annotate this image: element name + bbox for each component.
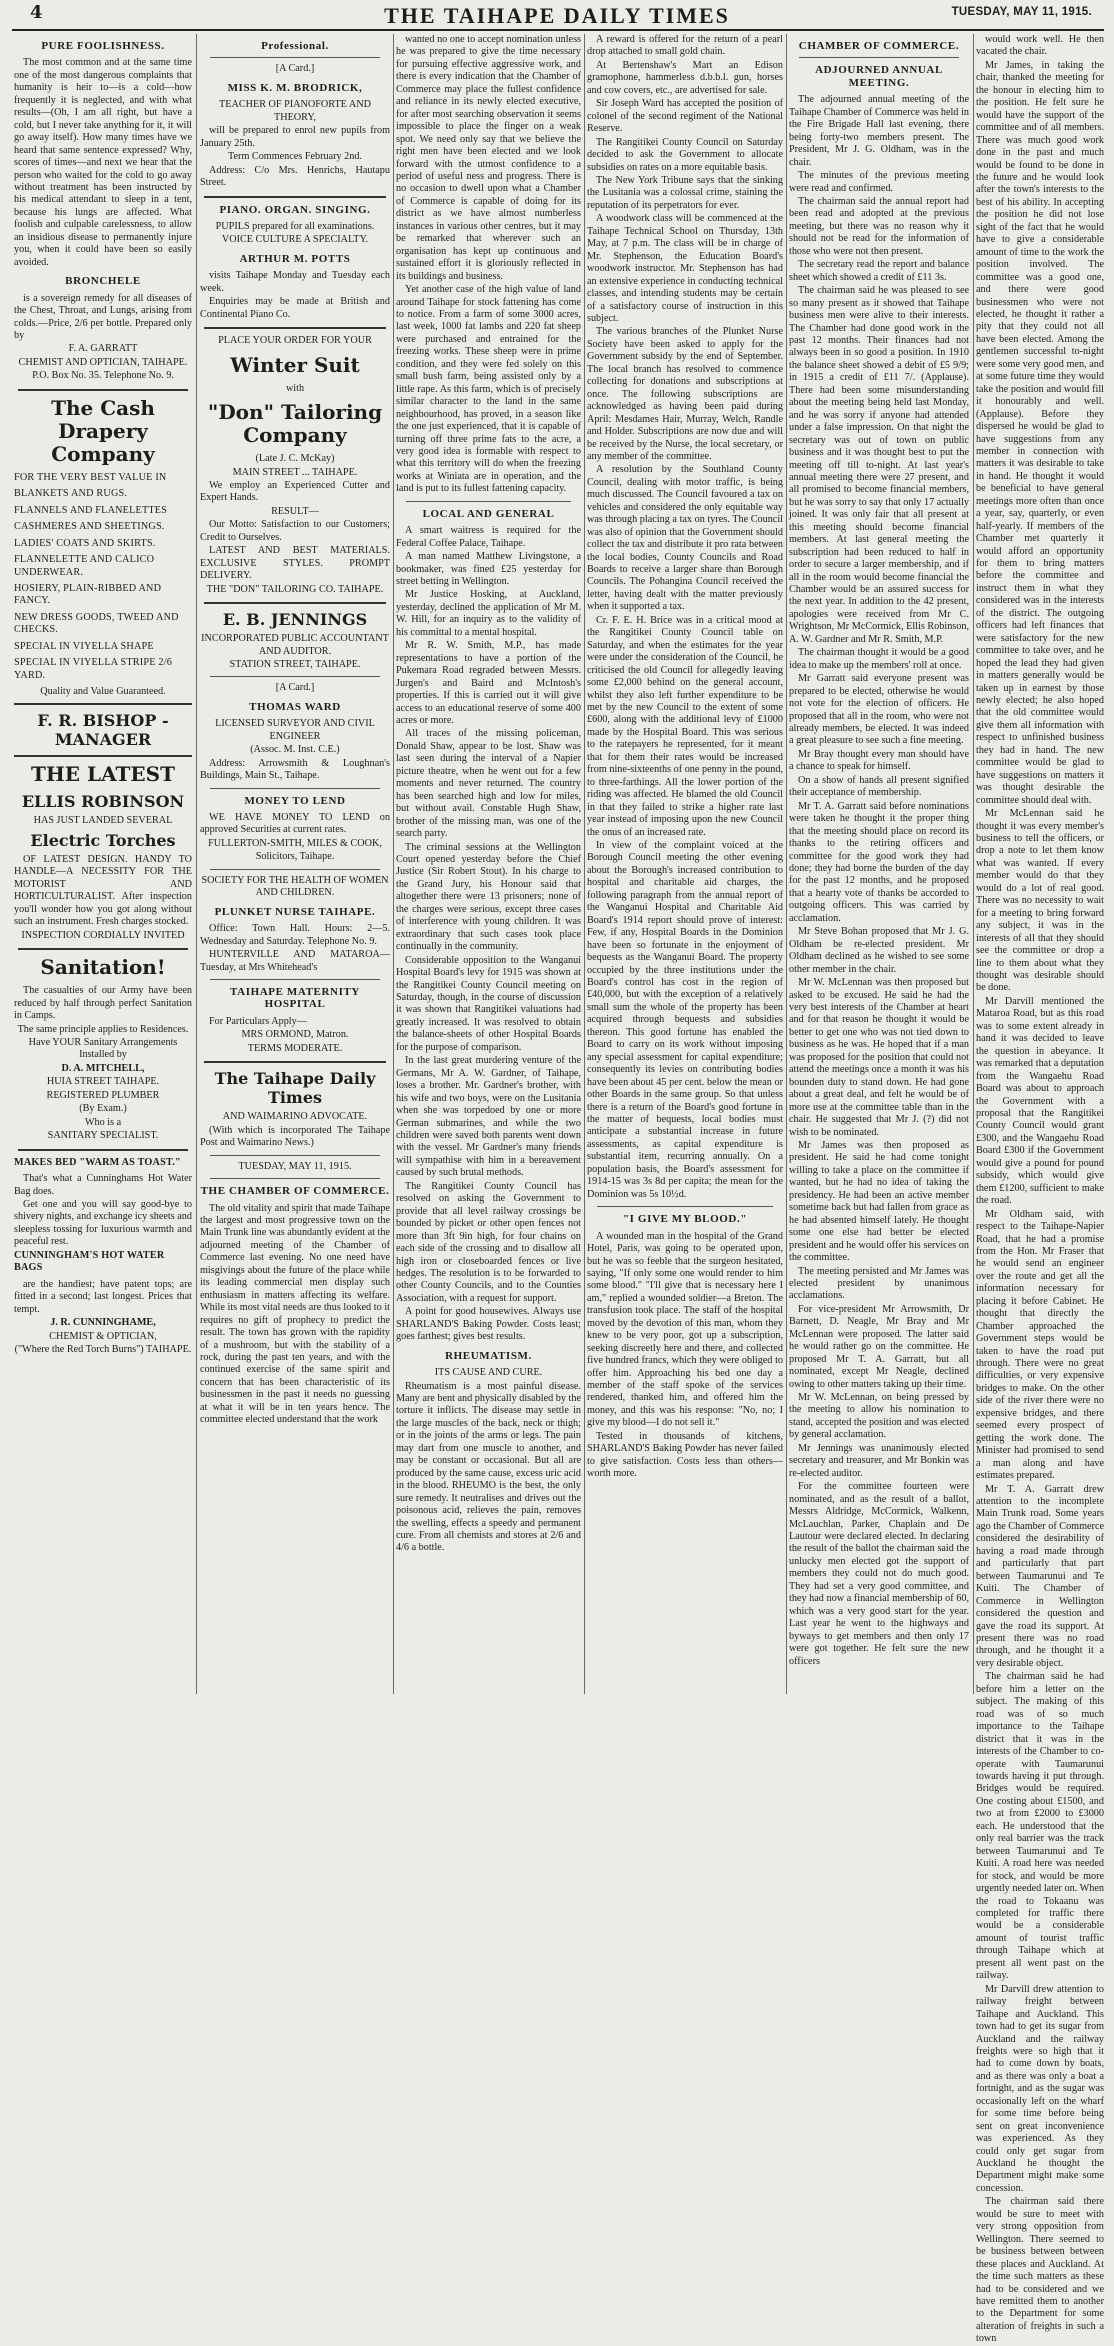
ad-text: The casualties of our Army have been reduced by half through perfect Sanitation in Camps. [14, 985, 192, 1022]
editorial-date: TUESDAY, MAY 11, 1915. [238, 1160, 352, 1172]
card-name: E. B. JENNINGS [222, 610, 368, 630]
card-text: For Particulars Apply— [209, 1015, 307, 1027]
article-heading: "I GIVE MY BLOOD." [622, 1213, 748, 1226]
article-text: Mr Steve Bohan proposed that Mr J. G. Oldham be re-elected president. Mr Oldham declined as he wished to see some other member in the chair. [789, 926, 969, 975]
ad-text: THE "DON" TAILORING CO. TAIHAPE. [206, 583, 384, 595]
card-text: Solicitors, Taihape. [255, 851, 335, 863]
column-5 [789, 34, 969, 1694]
card-text: VOICE CULTURE A SPECIALTY. [221, 234, 369, 246]
card-name: ARTHUR M. POTTS [239, 252, 351, 265]
news-item: The Rangitikei County Council has resolved on asking the Government to provide that all level railway crossings be bounded by picket or other open fences not more than 3ft 9in high, for four chains on each side of the crossing and to disallow all high iron or closeboarded fences or live hedges. The resolution is to be forwarded to other County Councils, and to the Counties Association, with a request for support. [396, 1180, 581, 1304]
ad-text: SANITARY SPECIALIST. [47, 1130, 159, 1142]
ad-heading: BRONCHELE [65, 275, 141, 288]
divider [597, 1206, 773, 1207]
article-text: would work well. He then vacated the chair. [976, 34, 1104, 58]
advertiser-title: CHEMIST AND OPTICIAN, TAIHAPE. [18, 356, 188, 368]
ad-heading: PURE FOOLISHNESS. [41, 40, 165, 52]
news-item: A man named Matthew Livingstone, a bookmaker, was fined £25 yesterday for street betting in Wellington. [396, 551, 581, 588]
section-heading: LOCAL AND GENERAL [422, 507, 555, 520]
news-item: A point for good housewives. Always use SHARLAND'S Baking Powder. Costs least; goes farthest; gives best results. [396, 1306, 581, 1343]
column-rule [584, 34, 585, 1694]
divider [210, 1178, 380, 1179]
advertiser-address: ("Where the Red Torch Burns") TAIHAPE. [14, 1343, 192, 1355]
ad-heading-large: THE LATEST [31, 761, 175, 786]
article-text: Mr James was then proposed as president. He said he had come tonight willing to take a place on the committee if wanted, but he had no idea of taking the presidency. He had been an active member sometime back but had fallen from grace as he had absented himself lately. He thought some one else had better be elected president and he would offer his services on the committee. [789, 1139, 969, 1264]
news-item: Considerable opposition to the Wanganui Hospital Board's levy for 1915 was shown at the Rangitikei County Council meeting on Saturday, though, in the course of discussion it was shown that Rangitikei valuations had greatly increased. It was resolved to obtain the balance-sheets of other Hospital Boards for the purpose of comparison. [396, 954, 581, 1053]
article-text: Rheumatism is a most painful disease. Many are bent and physically disabled by the torture it inflicts. The disease may settle in the large muscles of the back, neck or thigh; or in the joints of the arms or legs. The pain may dart from one muscle to another, and may be constant or occasional. But all are produced by the same cause, excess uric acid in the blood. RHEUMO is the best, the only sure remedy. It neutralises and drives out the poisonous acid, relieves the pain, removes the swelling, effects a speedy and permanent cure. From all chemists and stores at 2/6 and 4/6 a bottle. [396, 1380, 581, 1554]
ad-heading: F. R. BISHOP - MANAGER [37, 710, 169, 749]
ad-text: Have YOUR Sanitary Arrangements Installed by [28, 1037, 178, 1061]
ad-text: The most common and at the same time one of the most dangerous complaints that humanity is heir to—is a cold—how frequently it is neglected, and with what results—(Oh, I am all right, but have a cold, but I never take anything for it, it will go away itself). How many times have we heard that same sentence expressed? Why, scores of times—and next we hear that the person who waited for the cold to go away without treatment has been instructed by his medical attendant to sleep in a tent, because his lungs are affected. What foolish and culpable carelessness, to allow an insidious disease to permanently injure you, when it could have been so easily avoided. [14, 57, 192, 268]
article-text: The meeting persisted and Mr James was elected president by unanimous acclamations. [789, 1265, 969, 1302]
article-text: The chairman said he had before him a letter on the subject. The making of this road was of so much importance to the Taihape district that it was in the interests of the Chamber to co-operate with Taumarunui towards having it put through. Bridges would be required. One costing about £1500, and two at from £2000 to £3000 each. He understood that the only real barrier was the track between Taumarunui and Te Kuiti. A road here was needed for stock, and would be more urgently needed later on. When the road to Tokaanu was completed for traffic there would be a considerable amount of tourist traffic through Taihape which at present all went past on the railway. [976, 1671, 1104, 1982]
column-3 [396, 34, 581, 1694]
card-title: TEACHER OF PIANOFORTE AND THEORY, [219, 99, 371, 123]
masthead-rule [12, 29, 1104, 31]
ad-text: The same principle applies to Residences. [17, 1023, 189, 1035]
ad-text: Get one and you will say good-bye to shivery nights, and exchange icy sheets and sleepless tossing for luxurious warmth and peaceful rest. [14, 1199, 192, 1248]
advertiser-name: J. R. CUNNINGHAME, [50, 1317, 156, 1329]
card-name: PLUNKET NURSE TAIHAPE. [214, 905, 376, 918]
ad-text: is a sovereign remedy for all diseases of the Chest, Throat, and Lungs, arising from colds.—Price, 2/6 per bottle. Prepared only by [14, 292, 192, 341]
article-text: Mr Darvill mentioned the Mataroa Road, but as this road was to some extent already in hand it was decided to leave the question in abeyance. It was remarked that a deputation from the Wangaehu Road Board was about to approach the Government with a proposal that the Rangitikei County Council would grant £300, and the Wangaehu Road Board £300 if the Government would give a pound for pound subsidy, which would give them £1200, sufficient to make the road. [976, 995, 1104, 1207]
column-4 [587, 34, 783, 1694]
news-item: In view of the complaint voiced at the Borough Council meeting the other evening about the Borough's increased contribution to hospital and charitable aid charges, the following paragraph from the annual report of the Wanganui Hospital and Charitable Aid Board's 1914 report should prove of interest: Few, if any, Hospital Boards in the Dominion have been so fortunate in the enjoyment of bequests as the Wanganui Board. The property occupied by the three institutions under the Board's control has cost in the region of £40,000, but with the exception of a relatively small sum the whole of the property has been acquired through bequests and subsidies thereon. This good fortune has enabled the Board to carry on its work without imposing any special assessment for capital expenditure; consequently its levies on contributing bodies have been about 45 per cent. below the mean or other Boards in the same group. So that unless there is a return of the Board's good fortune in the matter of bequests, local bodies must anticipate a substantial increase in future assessments, as capital expenditure is substantial item, recurring annually. On a population basis, the Board's assessment for 1914-15 was 3s 8d per capita; the mean for the Dominion was 5s 10½d. [587, 840, 783, 1200]
ad-text: INSPECTION CORDIALLY INVITED [21, 929, 185, 941]
list-item: FLANNELETTE AND CALICO UNDERWEAR. [14, 554, 155, 578]
card-name: MONEY TO LEND [244, 794, 346, 807]
news-item: A resolution by the Southland County Council, dealing with motor traffic, is being much discussed. The Council favoured a tax on vehicles and considered the only equitable way was through placing a tax on tyres. The Council was also of opinion that the Government should collect the tax and distribute it pro rata between the local bodies, County Councils and Road Boards to receive a larger share than Borough Councils. The Pohangina Council received the letter, having dealt with the matter previously when it supported a tax. [587, 464, 783, 613]
card-title: SOCIETY FOR THE HEALTH OF WOMEN AND CHILDREN. [201, 874, 389, 899]
news-item: The various branches of the Plunket Nurse Society have been asked to apply for the Government subsidy by the end of September. The local branch has resolved to commence collecting for donations and subscriptions at once. The following subscriptions are acknowledged as having been paid during April: Mesdames Hair, Murray, Welch, Randle and Holder. Subscriptions are now due and will be received by the Nurse, the local secretary, or any member of the committee. [587, 326, 783, 462]
divider [210, 788, 380, 789]
news-item: Cr. F. E. H. Brice was in a critical mood at the Rangitikei County Council table on Saturday, and when the estimates for the year were under the consideration of the Council, he criticised the old Council for allegedly leaving some £2,000 behind on the general account, whilst they also left further expenditure to be met by the new Council to the extent of some £600, along with the additional levy of £1000 made by the Hospital Board. This was serious to the ratepayers he represented, for it meant that for them their rates would be increased from nine-sixteenths of one penny in the pound, to three-farthings. All the lower portion of the riding was affected. He blamed the old Council in that they failed to strike a higher rate last year instead of imposing upon the new Council the onus of an increased rate. [587, 614, 783, 838]
list-item: SPECIAL IN VIYELLA SHAPE [14, 640, 154, 652]
ad-heading-large: The Cash Drapery Company [51, 395, 155, 466]
ad-text: OF LATEST DESIGN. HANDY TO HANDLE—A NECESSITY FOR THE MOTORIST AND HORTICULTURALIST. After inspection you'll wonder how you got along without such an instrument. Fresh charges stocked. [14, 854, 192, 928]
ad-heading-large: "Don" Tailoring Company [207, 400, 383, 448]
card-text: MRS ORMOND, Matron. [241, 1029, 349, 1041]
article-text: The chairman thought it would be a good idea to make up the members' roll at once. [789, 647, 969, 671]
column-rule [786, 34, 787, 1694]
divider [210, 676, 380, 677]
news-item: The criminal sessions at the Wellington Court opened yesterday before the Chief Justice (Sir Robert Stout). In his charge to the Grand Jury, his Honour said that altogether there were 13 prisoners; none of the charges were serious, except three cases of interference with young children. It was extraordinary that such cases took place continually in the community. [396, 841, 581, 953]
list-item: SPECIAL IN VIYELLA STRIPE 2/6 YARD. [14, 657, 173, 681]
divider [210, 57, 380, 58]
column-rule [196, 34, 197, 1694]
ad-text: (Late J. C. McKay) [255, 453, 335, 465]
news-item: Tested in thousands of kitchens, SHARLAND'S Baking Powder has never failed to give satisfaction. Costs less than others—worth more. [587, 1430, 783, 1480]
divider [204, 327, 386, 329]
newspaper-name: The Taihape Daily Times [214, 1069, 376, 1108]
divider [204, 196, 386, 198]
article-text: The chairman said the annual report had been read and adopted at the previous meeting, but there was no reason why it should not be read for the information of those who were not then present. [789, 195, 969, 257]
card-text: FULLERTON-SMITH, MILES & COOK, [208, 837, 382, 849]
list-item: NEW DRESS GOODS, TWEED AND CHECKS. [14, 611, 179, 636]
article-text: The chairman said there would be sure to meet with very strong opposition from Wellington. There seemed to be business between between these places and Auckland. At the time such matters as these had to be considered and we have remitted them to another to the Department for some alteration of freights in such a town [976, 2196, 1104, 2345]
ad-heading: CUNNINGHAM'S HOT WATER BAGS [14, 1249, 165, 1274]
article-text: Mr Oldham said, with respect to the Taihape-Napier Road, that he had a promise from the Hon. Mr Fraser that he would send an engineer over the route and get all the information necessary for placing it before Cabinet. He thought that directly the Chamber approached the Government steps would be taken to have the road put through. There were no great difficulties, or very expensive bridges to make. On the other side of the river there were no expensive bridges, and there seemed every prospect of getting the work done. The Minister had promised to send a man along and have estimates prepared. [976, 1208, 1104, 1482]
newspaper-title: THE TAIHAPE DAILY TIMES [384, 3, 730, 28]
ad-heading-large: Winter Suit [230, 352, 360, 377]
column-1 [14, 34, 192, 1694]
article-subheading: ITS CAUSE AND CURE. [434, 1367, 543, 1379]
ad-text: Quality and Value Guaranteed. [40, 686, 166, 698]
card-text: Term Commences February 2nd. [228, 151, 362, 163]
news-item: All traces of the missing policeman, Donald Shaw, appear to be lost. Shaw was last seen during the interval of a Napier picture theatre, when he went out for a few moments and never returned. The country has been searched high and low for miles, but without avail. Constable Hugh Shaw, brother of the missing man, was one of the search party. [396, 728, 581, 840]
article-text: The secretary read the report and balance sheet which showed a credit of £11 3s. [789, 259, 969, 283]
ad-text: with [285, 382, 305, 394]
divider [210, 979, 380, 980]
news-item: Mr R. W. Smith, M.P., has made representations to have a portion of the Pukemara Road regraded between Messrs. Jurgen's and Baird and McIntosh's properties. If this is carried out it will give access to an educational reserve of some 400 acres or more. [396, 640, 581, 727]
column-rule [973, 34, 974, 1694]
advertiser-address: HUIA STREET TAIHAPE. [46, 1076, 160, 1088]
card-name: MISS K. M. BRODRICK, [227, 81, 363, 94]
ad-heading: ELLIS ROBINSON [21, 791, 185, 811]
editorial-text: The old vitality and spirit that made Taihape the largest and most progressive town on the Main Trunk line was abundantly evident at the adjourned meeting of the Chamber of Commerce last evening. No one need have misgivings about the future of the place while its leading commercial men display such enthusiasm in matters affecting its welfare. While its most vital needs are thus looked to it requires no gift of prophecy to predict the result. The town has grown with the rapidity of a mushroom, but with the stability of a rock, during the past ten years, and with the continued exercise of the same spirit and concern that has been characteristic of its businessmen in the past it needs no guessing at what it will be in ten years hence. The committee elected understand that the work [200, 1202, 390, 1426]
news-item: A smart waitress is required for the Federal Coffee Palace, Taihape. [396, 525, 581, 549]
news-item: Mr Justice Hosking, at Auckland, yesterday, declined the application of Mr M. W. Hill, for an inquiry as to the validity of his committal to a mental hospital. [396, 589, 581, 638]
ad-text: Our Motto: Satisfaction to our Customers; Credit to Ourselves. [200, 519, 390, 543]
ad-text: MAIN STREET ... TAIHAPE. [232, 466, 358, 478]
newspaper-note: (With which is incorporated The Taihape Post and Waimarino News.) [200, 1124, 390, 1149]
card-text: PUPILS prepared for all examinations. [215, 220, 375, 232]
news-item: In the last great murdering venture of the Germans, Mr A. W. Gardner, of Taihape, loses a brother. Mr. Gardner's brother, with his wife and two boys, were on the Lusitania when she was torpedoed by one or more German submarines, and while the two children were saved both parents went down with the vessel. Mr Gardner's many friends will sympathise with him in a bereavement caused by such brutal methods. [396, 1055, 581, 1179]
card-text: (Assoc. M. Inst. C.E.) [250, 744, 340, 756]
article-text: Mr James, in taking the chair, thanked the meeting for the honour in electing him to the position. He felt sure he would have the support of the committee and of all members. There was much good work done in the past and much would be found to be done in the future and he would look after the town's interests to the best of his ability. In accepting the position he did not lose sight of the fact that he would have to give a considerable amount of time to the work the position involved. The committee was a good one, and there were good businessmen who were not elected, he thought it rather a pity that they could not all have been elected. Among the gentlemen successful to-night were some very good men, and at some future time they would take the position and would fill it honourably and well. (Applause). Before they dispersed he would be glad to have suggestions from any member in connection with matters it was desirable to take in hand. He thought it would be beneficial to have general meetings more often than once a year, say, quarterly, or even half-yearly. If members of the Chamber met quarterly it would afford an opportunity for them to bring matters before the committee and instruct them in what they considered was in the interests of the district. The outgoing officers had left finances that were satisfactory for the new committee to take over, and he hoped the lead they had given in matters generally would be taken up in earnest by those newly elected; he also hoped that the old committee would give them all information with respect to unfinished business they had in hand. The new committee would be glad to have suggestions on matters it was thought desirable the committee should deal with. [976, 59, 1104, 806]
card-text: TERMS MODERATE. [247, 1042, 343, 1054]
news-item: At Bertenshaw's Mart an Edison gramophone, hammerless d.b.b.l. gun, horses and cow covers, etc., are advertised for sale. [587, 59, 783, 96]
ad-text: RESULT— [271, 505, 319, 517]
ad-heading-large: Sanitation! [40, 955, 166, 980]
divider [204, 1061, 386, 1063]
card-text: HUNTERVILLE AND MATAROA—Tuesday, at Mrs Whitehead's [200, 949, 390, 973]
card-text: WE HAVE MONEY TO LEND on approved Securities at current rates. [200, 812, 390, 836]
card-text: will be prepared to enrol new pupils from January 25th. [200, 125, 390, 149]
article-heading: RHEUMATISM. [445, 1349, 532, 1362]
card-address: STATION STREET, TAIHAPE. [229, 658, 361, 670]
article-text: Mr McLennan said he thought it was every member's business to tell the officers, or drop a note to let them know what was wanted. If every member would do that they would do a lot of real good. There was no necessity to wait for a meeting to bring forward any subject, it was in the interests of all that they should see the committee or drop a line to them about what they thought was desirable should be done. [976, 808, 1104, 994]
ad-text: (By Exam.) [79, 1103, 127, 1115]
list-item: CASHMERES AND SHEETINGS. [14, 521, 165, 533]
article-text: Mr Jennings was unanimously elected secretary and treasurer, and Mr Bonkin was re-elected auditor. [789, 1442, 969, 1479]
card-address: Address: C/o Mrs. Henrichs, Hautapu Street. [200, 164, 390, 189]
article-text: Mr Darvill drew attention to railway freight between Taihape and Auckland. This town had to get its sugar from Auckland and the railway freights were so high that it had to come down by boats, and as there was only a boat a fortnight, and as the sugar was occasionally left on the wharf for some time before being sent on great inconvenience was experienced. As they could only get sugar from Auckland he thought the Department might make some concession. [976, 1983, 1104, 2194]
article-text: Mr T. A. Garratt drew attention to the incomplete Main Trunk road. Some years ago the Chamber of Commerce considered the desirability of having a road made through and particularly that part between Taumarunui and Te Kuiti. The Chamber of Commerce in Wellington considered the question and gave the road its support. At present there was no road through, and he thought it a very desirable object. [976, 1483, 1104, 1669]
divider [18, 1149, 188, 1151]
ad-text: LATEST AND BEST MATERIALS. EXCLUSIVE STYLES. PROMPT DELIVERY. [200, 545, 390, 582]
card-text: Enquiries may be made at British and Continental Piano Co. [200, 296, 390, 320]
divider [18, 389, 188, 391]
list-item: FLANNELS AND FLANELETTES [14, 504, 168, 516]
card-name: TAIHAPE MATERNITY HOSPITAL [230, 986, 360, 1011]
ad-text: Who is a [84, 1116, 122, 1128]
ad-text: That's what a Cunninghams Hot Water Bag does. [14, 1173, 192, 1197]
news-item: The Rangitikei County Council on Saturday decided to ask the Government to allocate subsidies on rates on a more equitable basis. [587, 136, 783, 173]
card-name: THOMAS WARD [249, 700, 341, 713]
news-item: A reward is offered for the return of a pearl drop attached to small gold chain. [587, 34, 783, 58]
article-text: For the committee fourteen were nominated, and as the result of a ballot, Messrs Aldridge, McCormick, Walkenn, McLauchlan, Parker, Chaplain and De Lautour were declared elected. In declaring the result of the ballot the chairman said the unlucky men elected got the support of members they could not do much good. They had set a very good committee, and they had now a financial membership of 60, which was a very good start for the year. Last year he went to the highways and byways to get members and then only 17 were got together. He felt sure the new officers [789, 1481, 969, 1667]
card-text: visits Taihape Monday and Tuesday each week. [200, 270, 390, 294]
article-text: The chairman said he was pleased to see so many present as it showed that Taihape business men were alive to their interests. The Chamber had done good work in the past 12 months. Their finances had not always been in so good a position. In 1910 the balance sheet showed a debit of £5 9/9; in 1915 a credit of £11 7/. (Applause). There had been some misunderstanding about the meeting being held last Monday, and he was sorry if anyone had attended under a false impression. On that night the secretary was out of town on public business and it was thought best to put the meeting off till to-night. At last year's annual meeting there were 27 present, and all promised to become financial members, but he was sorry to say that only 17 actually joined. It was only fair that all present at this meeting should become financial members. At last general meeting the subscription had been reduced to half in order to secure a larger membership, and if all in the room would become financial the Chamber would be an assured success for the next year. In addition to the 42 present, apologies were received from Mr C. Wrightson, Mr McCormick, Ellis Robinson, A. W. Gardner and Mr R. Smith, M.P. [789, 285, 969, 645]
ad-text: We employ an Experienced Cutter and Expert Hands. [200, 479, 390, 504]
card-label: [A Card.] [275, 63, 315, 75]
divider [204, 602, 386, 604]
divider [210, 869, 380, 870]
card-title: INCORPORATED PUBLIC ACCOUNTANT AND AUDITOR. [201, 633, 389, 657]
masthead [0, 0, 1114, 30]
article-heading: CHAMBER OF COMMERCE. [798, 40, 960, 52]
card-text: Office: Town Hall. Hours: 2—5. Wednesday and Saturday. Telephone No. 9. [200, 923, 390, 947]
list-item: BLANKETS AND RUGS. [14, 488, 128, 500]
editorial-text: Yet another case of the high value of land around Taihape for stock fattening has come to notice. From a farm of some 3000 acres, last week, 1000 fat lambs and 220 fat sheep were purchased and entrained for the freezing works. These sheep were in prime condition, and they were fed solely on this small bush farm, being assisted only by a little rape. As this farm, which is of precisely similar character to the land in the same neighbourhood, has proved, in a season like the one just experienced, that it is capable of turning off three prime fats to the acre, a very good idea is formable with respect to what this territory will do when the freezing works at Winiata are in operation, and the land is put to its fullest fattening capacity. [396, 284, 581, 495]
article-text: Mr W. McLennan, on being pressed by the meeting to allow his nomination to stand, accepted the position and was elected by general acclamation. [789, 1392, 969, 1441]
article-text: A wounded man in the hospital of the Grand Hotel, Paris, was going to be operated upon, but he was so feeble that the surgeon hesitated, saying, "If only some one would render to him some blood." "I'll give that is necessary here I am," replied a wounded soldier—a Breton. The transfusion took place. The staff of the hospital moved by the devotion of this man, whom they knew to be very poor, got up a subscription, seeking discreetly here and there, and collected five hundred francs, which they were obliged to offer him. Approaching his bed one day a member of the staff spoke of the services rendered, thanked him, and offered him the money, and this was his response: "No, no; I give my blood—I do not sell it." [587, 1230, 783, 1429]
ad-text: PLACE YOUR ORDER FOR YOUR [218, 335, 372, 347]
article-text: The adjourned annual meeting of the Taihape Chamber of Commerce was held in the Fire Brigade Hall last evening, there being forty-two members present. The President, Mr J. G. Oldham, was in the chair. [789, 94, 969, 168]
card-title: LICENSED SURVEYOR AND CIVIL ENGINEER [215, 718, 375, 742]
article-text: Mr Garratt said everyone present was prepared to be elected, otherwise he would not vote for the election of officers. He proposed that all in the room, who were not already members, be elected. It was indeed a great pleasure to see such a fine meeting. [789, 673, 969, 747]
list-item: LADIES' COATS AND SKIRTS. [14, 537, 156, 549]
issue-date: TUESDAY, MAY 11, 1915. [951, 6, 1092, 18]
article-text: Mr W. McLennan was then proposed but asked to be excused. He said he had the very best interests of the Chamber at heart and for that reason he thought it would be better to get one who was not tied down to business as he was. He hoped that if a man was proposed for the position that could not attend the meetings once a month it was his bounden duty to stand down. He had gone about a great deal, and felt he would be of more use at the committee table than in the chair. He suggested that Mr J. (?) did not wish to be nominated. [789, 977, 969, 1138]
advertiser-contact: P.O. Box No. 35. Telephone No. 9. [32, 370, 174, 382]
column-rule [393, 34, 394, 1694]
ad-text: are the handiest; have patent tops; are fitted in a second; last longest. Prices that tempt. [14, 1278, 192, 1315]
ad-heading: Electric Torches [30, 831, 176, 851]
news-item: The New York Tribune says that the sinking the Lusitania was a colossal crime, staining the reputation of its perpetrators for ever. [587, 174, 783, 211]
advertiser-name: F. A. GARRATT [68, 343, 138, 355]
divider [210, 1155, 380, 1156]
news-item: A woodwork class will be commenced at the Taihape Technical School on Thursday, 13th May, at 7 p.m. The class will be in charge of Mr. Stephenson, the Education Board's woodwork instructor. Mr. Stephenson has had an extensive experience in conducting technical classes, and intending students may be certain of a satisfactory course of instruction in this subject. [587, 213, 783, 324]
divider [18, 948, 188, 950]
news-item: Sir Joseph Ward has accepted the position of colonel of the second regiment of the National Reserve. [587, 98, 783, 135]
advertiser-name: D. A. MITCHELL, [61, 1062, 145, 1074]
ad-text: REGISTERED PLUMBER [46, 1089, 160, 1101]
card-label: [A Card.] [275, 682, 315, 694]
section-heading: Professional. [261, 40, 329, 52]
editorial-heading: THE CHAMBER OF COMMERCE. [200, 1185, 390, 1198]
ad-text: HAS JUST LANDED SEVERAL [33, 814, 173, 826]
ad-heading: MAKES BED "WARM AS TOAST." [14, 1156, 181, 1168]
column-6 [976, 34, 1104, 2345]
article-subheading: ADJOURNED ANNUAL MEETING. [815, 64, 943, 89]
article-text: The minutes of the previous meeting were read and confirmed. [789, 170, 969, 194]
divider [799, 57, 959, 58]
article-text: Mr T. A. Garratt said before nominations were taken he thought it the proper thing that the meeting should place on record its thanks to the retiring officers and committee for the good work they had done; they had borne the burden of the day for the past 12 months, and he proposed that a hearty vote of thanks be accorded to outgoing officers. This was carried by acclamation. [789, 800, 969, 924]
column-2 [200, 34, 390, 1694]
card-name: PIANO. ORGAN. SINGING. [219, 203, 371, 216]
article-text: Mr Bray thought every man should have a chance to speak for himself. [789, 748, 969, 773]
divider [406, 501, 571, 502]
advertiser-title: CHEMIST & OPTICIAN, [49, 1330, 157, 1342]
editorial-text: wanted no one to accept nomination unless he was prepared to give the time necessary for pursuing effective aggressive work, and there is every indication that the Chamber of Commerce may place the fullest confidence and reliance in its newly elected executive, for after most searching observation it seems impossible to place the finger on a weak spot. We need only say that we believe the right men have been elected and we look forward with the utmost confidence to a period of useful ness and progress. There is no occasion to dwell upon what a Chamber of Commerce is capable of doing for its district as we have almost numberless instances in various other centres, but it may be remarked that wherever such an organisation has kept up continuous and sustained effort it is gloriously reflected in its buildings and business. [396, 34, 581, 282]
list-item: HOSIERY, PLAIN-RIBBED AND FANCY. [14, 582, 162, 607]
card-address: Address: Arrowsmith & Loughnan's Buildings, Main St., Taihape. [200, 757, 390, 782]
article-text: On a show of hands all present signified their acceptance of membership. [789, 774, 969, 799]
article-text: For vice-president Mr Arrowsmith, Dr Barnett, D. Neagle, Mr Bray and Mr McLennan were proposed. The latter said he would rather go on the committee. He proposed Mr T. A. Garratt, but all nominated, except Mr Neagle, declined owing to other matters taking up their time. [789, 1303, 969, 1390]
page-number: 4 [30, 2, 43, 23]
newspaper-subtitle: AND WAIMARINO ADVOCATE. [222, 1111, 368, 1123]
ad-tagline: FOR THE VERY BEST VALUE IN [14, 471, 167, 483]
